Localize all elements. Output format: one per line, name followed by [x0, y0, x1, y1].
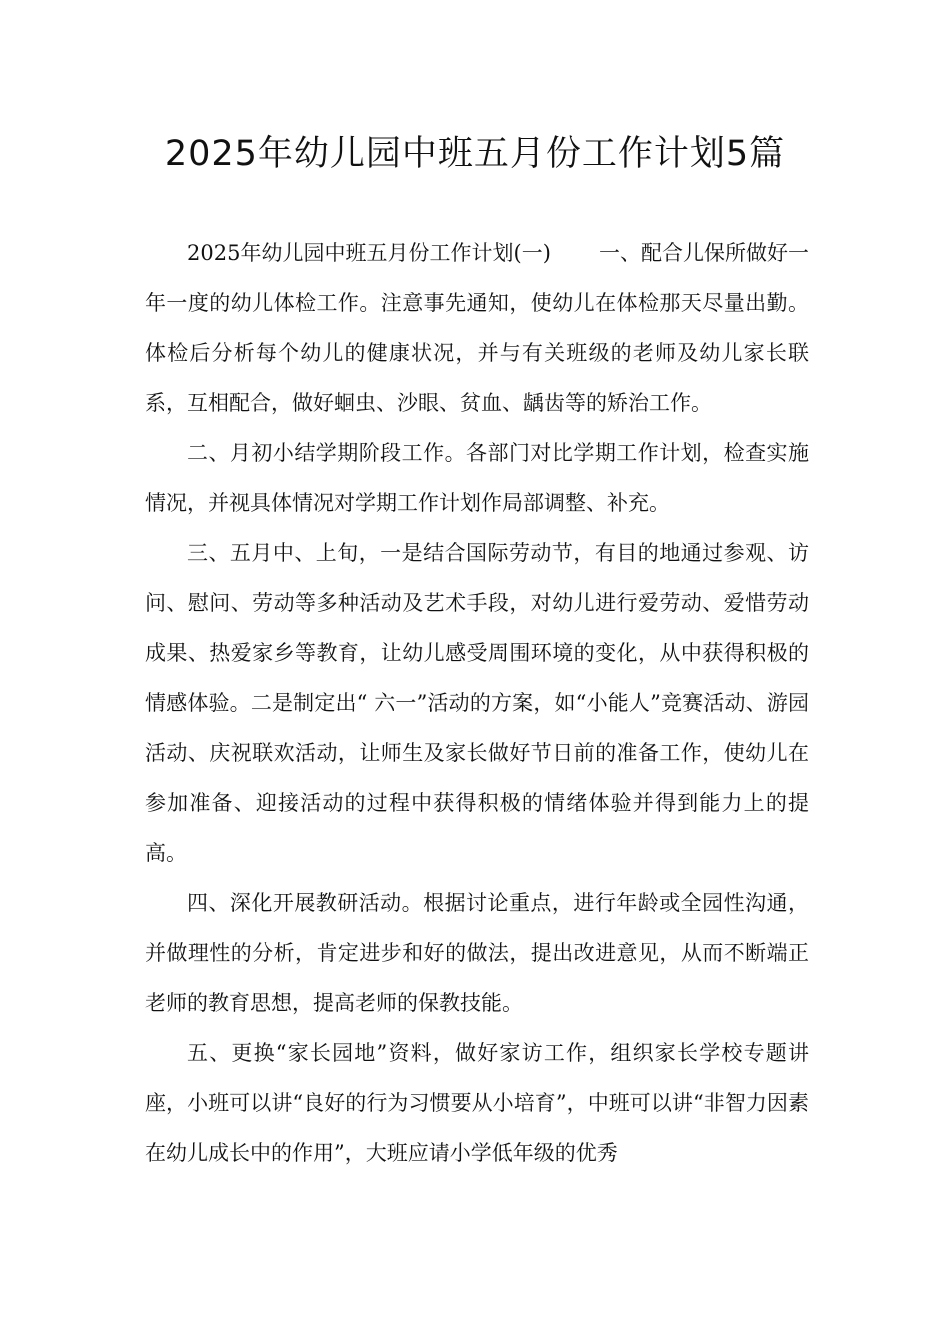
- paragraph-5: 五、更换“家长园地”资料，做好家访工作，组织家长学校专题讲座，小班可以讲“良好的行为习惯要从小培育”，中班可以讲“非智力因素在幼儿成长中的作用”，大班应请小学低年级的优秀: [145, 1041, 809, 1165]
- paragraph-3: 三、五月中、上旬，一是结合国际劳动节，有目的地通过参观、访问、慰问、劳动等多种活动及艺术手段，对幼儿进行爱劳动、爱惜劳动成果、热爱家乡等教育，让幼儿感受周围环境的变化，从中获得积极的情感体验。二是制定出“ 六一”活动的方案，如“小能人”竞赛活动、游园活动、庆祝联欢活动，让师生及家长做好节日前的准备工作，使幼儿在参加准备、迎接活动的过程中获得积极的情绪体验并得到能力上的提高。: [145, 541, 809, 865]
- paragraph-2: 二、月初小结学期阶段工作。各部门对比学期工作计划，检查实施情况，并视具体情况对学期工作计划作局部调整、补充。: [145, 441, 809, 515]
- paragraph-text: 一、配合儿保所做好一年一度的幼儿体检工作。注意事先通知，使幼儿在体检那天尽量出勤。体检后分析每个幼儿的健康状况，并与有关班级的老师及幼儿家长联系，互相配合，做好蛔虫、沙眼、贫血、龋齿等的矫治工作。: [145, 241, 810, 415]
- document-title: 2025年幼儿园中班五月份工作计划5篇: [164, 134, 786, 174]
- document-body: [145, 228, 809, 1178]
- paragraph-1: [145, 228, 809, 428]
- paragraph-4: 四、深化开展教研活动。根据讨论重点，进行年龄或全园性沟通，并做理性的分析，肯定进步和好的做法，提出改进意见，从而不断端正老师的教育思想，提高老师的保教技能。: [145, 891, 809, 1015]
- section-subtitle: 2025年幼儿园中班五月份工作计划(一): [187, 241, 551, 265]
